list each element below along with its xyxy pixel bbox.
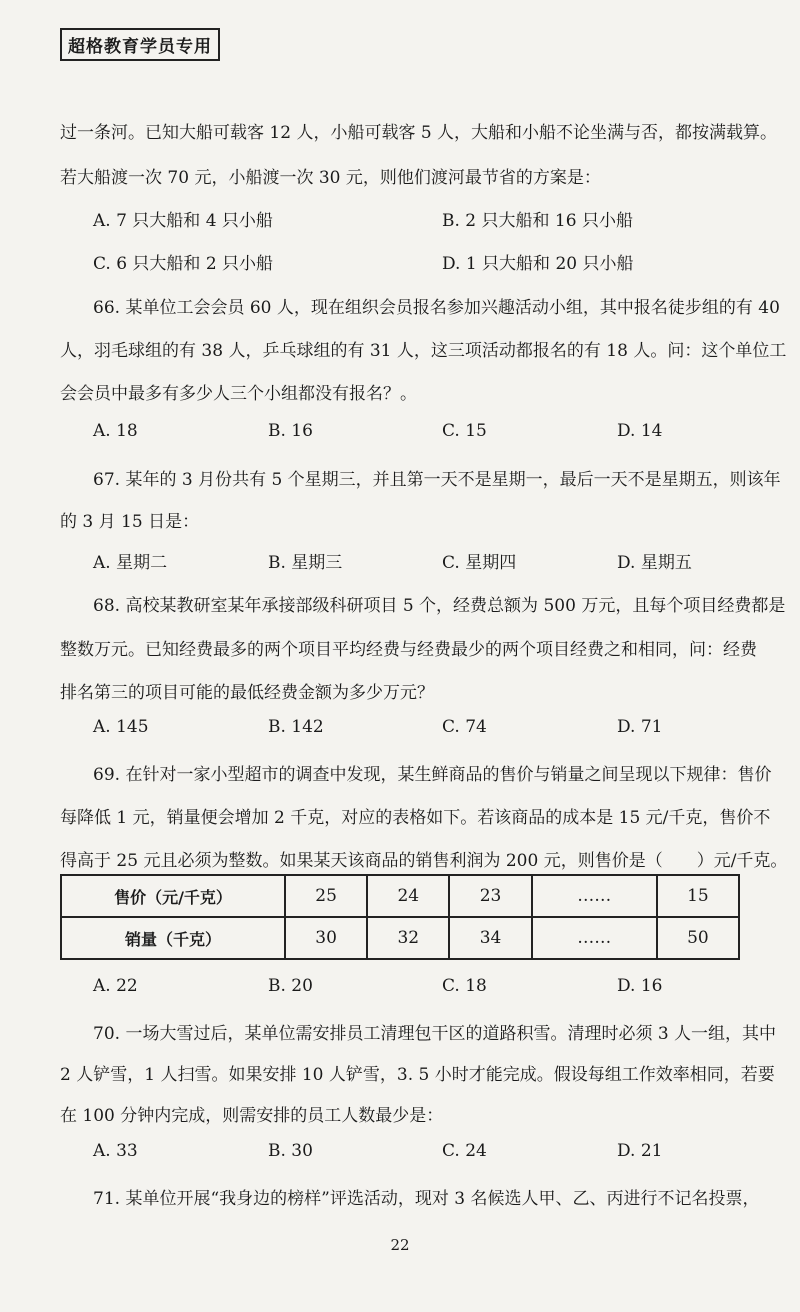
- q67-option-a: A. 星期二: [93, 553, 168, 573]
- q68-option-d: D. 71: [617, 717, 663, 737]
- q70-option-b: B. 30: [268, 1141, 313, 1161]
- table-header-volume: 销量（千克）: [61, 917, 285, 959]
- q70-line-3: 在 100 分钟内完成，则需安排的员工人数最少是：: [60, 1106, 444, 1126]
- q66-line-2: 人，羽毛球组的有 38 人，乒乓球组的有 31 人，这三项活动都报名的有 18 人。问：这个单位工: [60, 341, 787, 361]
- q67-option-d: D. 星期五: [617, 553, 692, 573]
- table-cell: 24: [367, 875, 449, 917]
- watermark-stamp: 超格教育学员专用: [60, 28, 220, 61]
- table-cell: 50: [657, 917, 739, 959]
- q67-option-b: B. 星期三: [268, 553, 343, 573]
- table-cell: ……: [532, 875, 657, 917]
- table-cell: 25: [285, 875, 367, 917]
- page-number: 22: [390, 1236, 410, 1254]
- q65-option-b: B. 2 只大船和 16 只小船: [442, 211, 633, 231]
- table-cell: 34: [449, 917, 531, 959]
- q69-option-b: B. 20: [268, 976, 313, 996]
- table-cell: 15: [657, 875, 739, 917]
- q69-line-3: 得高于 25 元且必须为整数。如果某天该商品的销售利润为 200 元，则售价是（ ）元/千克。: [60, 851, 788, 871]
- q68-line-3: 排名第三的项目可能的最低经费金额为多少万元？: [60, 683, 434, 703]
- q70-option-a: A. 33: [93, 1141, 138, 1161]
- q69-option-d: D. 16: [617, 976, 663, 996]
- q67-line-1: 67. 某年的 3 月份共有 5 个星期三，并且第一天不是星期一，最后一天不是星期五，则该年: [93, 470, 781, 490]
- table-cell: 23: [449, 875, 531, 917]
- q70-line-2: 2 人铲雪，1 人扫雪。如果安排 10 人铲雪，3. 5 小时才能完成。假设每组工作效率相同，若要: [60, 1065, 775, 1085]
- q67-option-c: C. 星期四: [442, 553, 517, 573]
- q68-option-a: A. 145: [93, 717, 149, 737]
- table-cell: 30: [285, 917, 367, 959]
- table-cell: 32: [367, 917, 449, 959]
- table-row: [61, 917, 739, 959]
- q71-line-1: 71. 某单位开展“我身边的榜样”评选活动，现对 3 名候选人甲、乙、丙进行不记名投票，: [93, 1189, 760, 1209]
- q66-option-a: A. 18: [93, 421, 138, 441]
- table-cell: ……: [532, 917, 657, 959]
- q65-line-2: 若大船渡一次 70 元，小船渡一次 30 元，则他们渡河最节省的方案是：: [60, 168, 601, 188]
- q69-option-a: A. 22: [93, 976, 138, 996]
- q65-option-c: C. 6 只大船和 2 只小船: [93, 254, 274, 274]
- q68-option-c: C. 74: [442, 717, 487, 737]
- q70-option-c: C. 24: [442, 1141, 487, 1161]
- table-row: [61, 875, 739, 917]
- q66-option-d: D. 14: [617, 421, 663, 441]
- q66-option-b: B. 16: [268, 421, 313, 441]
- q66-line-3: 会会员中最多有多少人三个小组都没有报名？。: [60, 384, 417, 404]
- q69-line-2: 每降低 1 元，销量便会增加 2 千克，对应的表格如下。若该商品的成本是 15 元/千克，售价不: [60, 808, 771, 828]
- q68-option-b: B. 142: [268, 717, 324, 737]
- q66-option-c: C. 15: [442, 421, 487, 441]
- q70-option-d: D. 21: [617, 1141, 663, 1161]
- q65-option-d: D. 1 只大船和 20 只小船: [442, 254, 634, 274]
- table-header-price: 售价（元/千克）: [61, 875, 285, 917]
- q68-line-1: 68. 高校某教研室某年承接部级科研项目 5 个，经费总额为 500 万元，且每个项目经费都是: [93, 596, 786, 616]
- q68-line-2: 整数万元。已知经费最多的两个项目平均经费与经费最少的两个项目经费之和相同，问：经费: [60, 640, 757, 660]
- price-volume-table: [60, 874, 740, 960]
- q65-line-1: 过一条河。已知大船可载客 12 人，小船可载客 5 人，大船和小船不论坐满与否，都按满载算。: [60, 123, 778, 143]
- q65-option-a: A. 7 只大船和 4 只小船: [93, 211, 273, 231]
- q67-line-2: 的 3 月 15 日是：: [60, 512, 200, 532]
- q70-line-1: 70. 一场大雪过后，某单位需安排员工清理包干区的道路积雪。清理时必须 3 人一组，其中: [93, 1024, 777, 1044]
- q69-option-c: C. 18: [442, 976, 487, 996]
- q69-line-1: 69. 在针对一家小型超市的调查中发现，某生鲜商品的售价与销量之间呈现以下规律：售价: [93, 765, 772, 785]
- q66-line-1: 66. 某单位工会会员 60 人，现在组织会员报名参加兴趣活动小组，其中报名徒步组的有 40: [93, 298, 780, 318]
